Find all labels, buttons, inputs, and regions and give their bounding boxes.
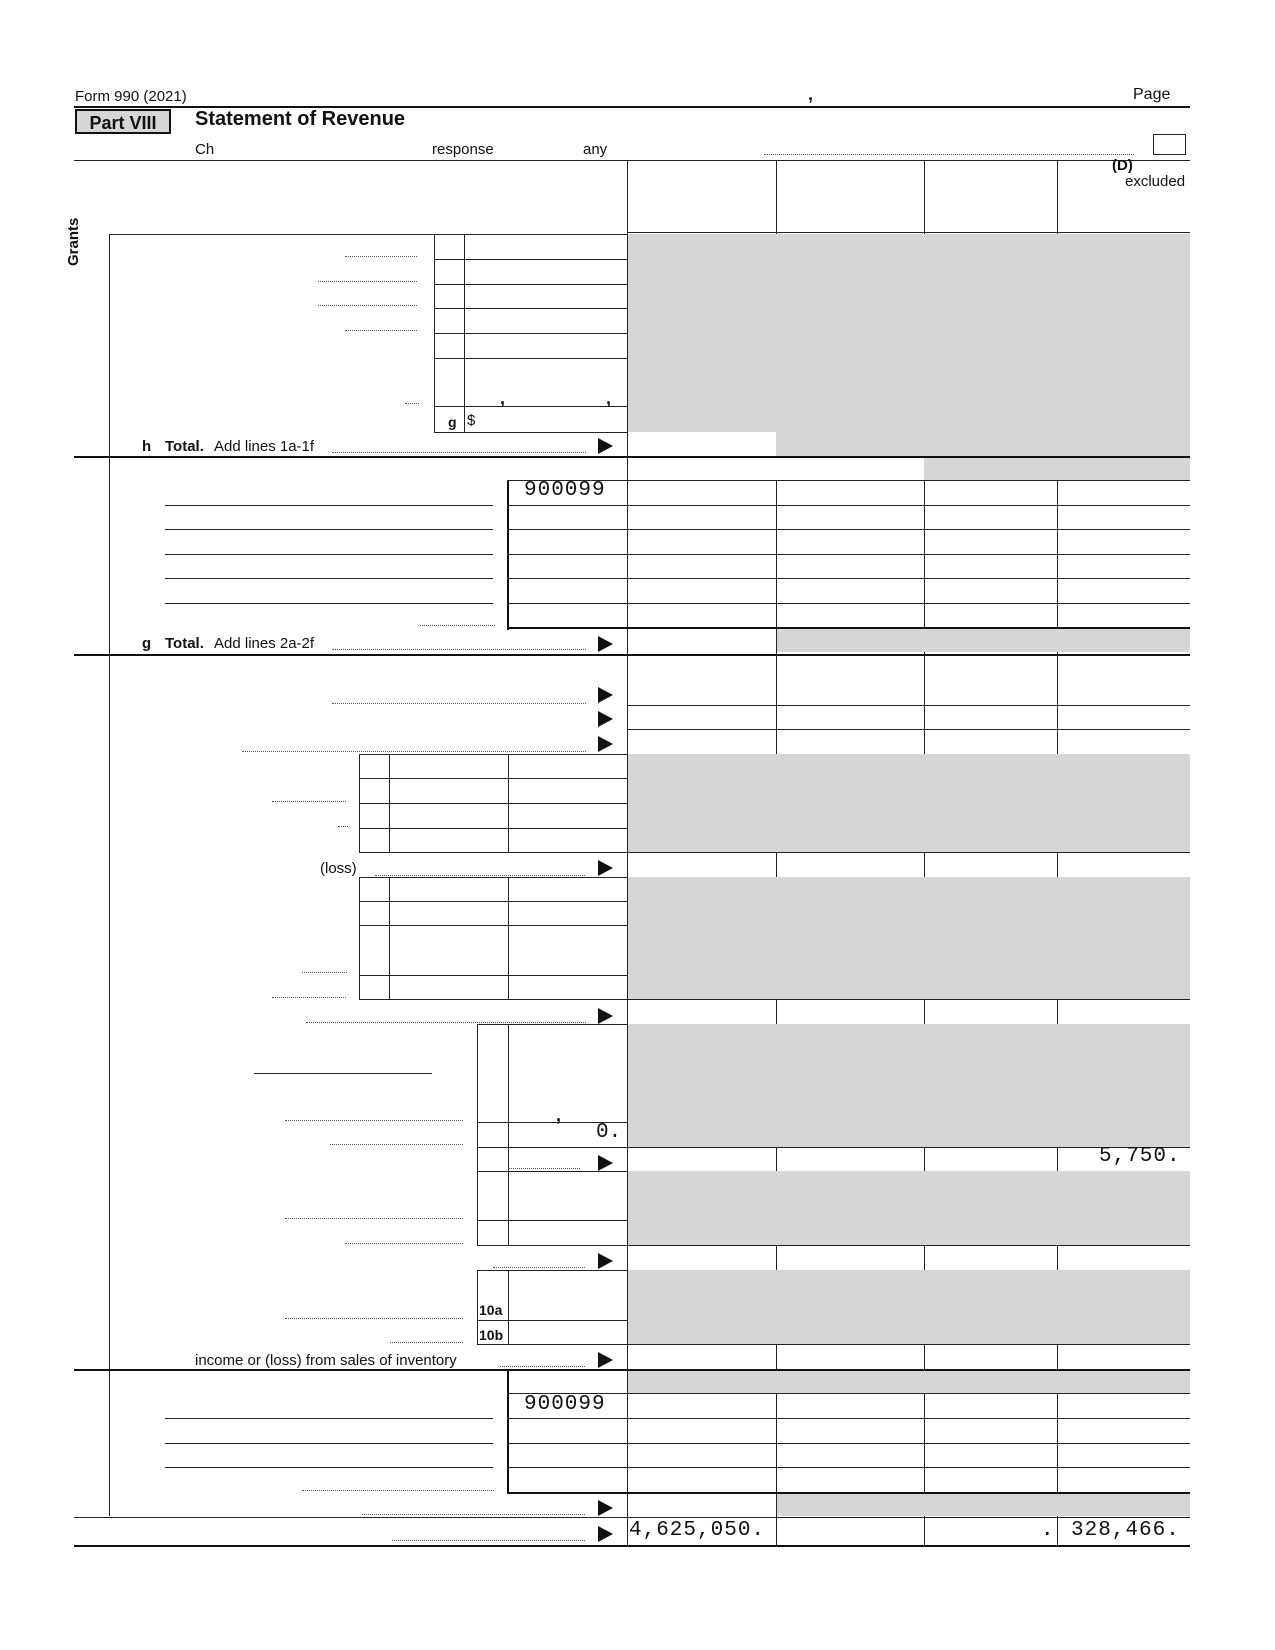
l9b-row xyxy=(477,1245,1190,1246)
l11-code-left xyxy=(507,1371,509,1493)
colhead-bottom xyxy=(627,232,1190,233)
line-10a-label: 10a xyxy=(479,1302,503,1318)
l10-shade xyxy=(628,1270,1190,1344)
total-col-c-mark: . xyxy=(1041,1519,1054,1542)
l11d-leader xyxy=(302,1490,494,1491)
l1c-rule xyxy=(434,308,627,309)
l1b-rule xyxy=(434,284,627,285)
l2b-desc xyxy=(165,529,493,530)
schedule-o-checkbox[interactable] xyxy=(1153,134,1186,155)
section2-total-shade xyxy=(777,629,1190,652)
l6-r1 xyxy=(359,778,627,779)
l2g-arrow-icon xyxy=(598,636,613,652)
section1-top xyxy=(109,234,627,235)
l2a-row xyxy=(507,505,1190,506)
l11a-row xyxy=(507,1418,1190,1419)
l11e-leader xyxy=(362,1514,585,1515)
l6-top xyxy=(359,754,627,755)
l1a-leader xyxy=(345,256,417,257)
l9-box-left xyxy=(477,1171,478,1245)
l9b-leader xyxy=(345,1243,463,1244)
section2-bottom xyxy=(74,654,1190,656)
line-2g-bold: Total. xyxy=(165,635,204,652)
part-title: Statement of Revenue xyxy=(195,108,406,130)
l6d-arrow-icon xyxy=(598,860,613,876)
form-bottom xyxy=(74,1545,1190,1547)
l10-box-left xyxy=(477,1270,478,1344)
l11b-row xyxy=(507,1443,1190,1444)
l8a-leader xyxy=(285,1120,463,1121)
l5-leader xyxy=(242,751,586,752)
section1-sidebar xyxy=(109,234,110,456)
l10b-leader xyxy=(390,1342,463,1343)
l9a-row xyxy=(477,1220,627,1221)
l10c-leader xyxy=(500,1366,585,1367)
l11c-desc xyxy=(165,1467,493,1468)
l6-leader-1 xyxy=(272,801,346,802)
l6-r3 xyxy=(359,828,627,829)
l7-r2 xyxy=(359,925,627,926)
l2e-row xyxy=(507,603,1190,604)
loss-label: (loss) xyxy=(320,860,357,877)
l8c-leader xyxy=(508,1168,580,1169)
l7d-leader xyxy=(306,1022,586,1023)
l7-r4 xyxy=(359,999,1190,1000)
l11b-desc xyxy=(165,1443,493,1444)
l10-box-mid xyxy=(508,1270,509,1344)
l9c-leader xyxy=(493,1267,585,1268)
l1c-leader xyxy=(318,305,417,306)
l4-arrow-icon xyxy=(598,711,613,727)
l12-arrow-icon xyxy=(598,1526,613,1542)
total-col-d: 328,466. xyxy=(1071,1519,1180,1542)
section11-bottom xyxy=(74,1517,1190,1518)
section11-header-shade xyxy=(628,1371,1190,1393)
comma-mark: , xyxy=(808,84,814,104)
l2f-leader xyxy=(420,625,495,626)
l10c-arrow-icon xyxy=(598,1352,613,1368)
l2b-row xyxy=(507,529,1190,530)
l2c-desc xyxy=(165,554,493,555)
l11a-desc xyxy=(165,1418,493,1419)
l9-shade xyxy=(628,1171,1190,1245)
section1-a-blank xyxy=(628,432,776,456)
l7-r1 xyxy=(359,901,627,902)
l6-leader-2 xyxy=(338,826,348,827)
line-9-comma: , xyxy=(556,1105,562,1125)
instruction-response: response xyxy=(432,141,494,158)
l7-leader-1 xyxy=(302,972,347,973)
line-1g-dollar: $ xyxy=(467,412,476,429)
column-d-label: (D) xyxy=(1112,157,1133,174)
l11c-row xyxy=(507,1467,1190,1468)
l4-row xyxy=(627,729,1190,730)
l2e-desc xyxy=(165,603,493,604)
l3-arrow-icon xyxy=(598,687,613,703)
l7-r3 xyxy=(359,975,627,976)
line-10b-label: 10b xyxy=(479,1327,504,1343)
l1d-rule xyxy=(434,333,627,334)
section2-ab-blank xyxy=(628,458,924,480)
l12-leader xyxy=(392,1540,585,1541)
l9c-arrow-icon xyxy=(598,1253,613,1269)
l7-box-mid xyxy=(389,877,390,999)
l9a-leader xyxy=(285,1218,463,1219)
l8c-arrow-icon xyxy=(598,1155,613,1171)
line-1h-text: Add lines 1a-1f xyxy=(214,438,315,455)
line-2g-letter: g xyxy=(142,635,152,652)
l10a-leader xyxy=(285,1318,463,1319)
line-10c-text: income or (loss) from sales of inventory xyxy=(195,1352,457,1369)
instruction-leader xyxy=(764,154,1134,155)
l2-top xyxy=(507,480,1190,481)
l8-box-left xyxy=(477,1024,478,1171)
line-1g-label: g xyxy=(448,414,457,430)
l11-top xyxy=(507,1393,1190,1394)
l7-box-left xyxy=(359,877,360,999)
l2d-row xyxy=(507,578,1190,579)
l7-box-mid2 xyxy=(508,877,509,999)
section3-sidebar xyxy=(109,656,110,1371)
l2d-desc xyxy=(165,578,493,579)
l1h-leader xyxy=(332,452,586,453)
part-badge: Part VIII xyxy=(75,109,171,134)
l6d-leader xyxy=(375,875,585,876)
l1a-rule xyxy=(434,259,627,260)
instruction-ch: Ch xyxy=(195,141,215,158)
l2-code-left xyxy=(507,480,509,630)
l7-shade xyxy=(628,877,1190,999)
l7-leader-2 xyxy=(272,997,346,998)
l6-shade xyxy=(628,754,1190,852)
l1b-leader xyxy=(318,281,417,282)
line-2g-text: Add lines 2a-2f xyxy=(214,635,315,652)
total-col-a: 4,625,050. xyxy=(629,1519,766,1542)
line-9-value: 0. xyxy=(596,1121,622,1144)
l3-row xyxy=(627,705,1190,706)
l1f-leader xyxy=(405,403,419,404)
l8-desc-line xyxy=(254,1073,432,1074)
l2g-leader xyxy=(332,649,586,650)
l6-r2 xyxy=(359,803,627,804)
l6-r4 xyxy=(359,852,1190,853)
l11e-arrow-icon xyxy=(598,1500,613,1516)
instruction-any: any xyxy=(583,141,608,158)
grants-side-label: Grants xyxy=(65,217,82,266)
l7d-arrow-icon xyxy=(598,1008,613,1024)
l5-arrow-icon xyxy=(598,736,613,752)
l2c-row xyxy=(507,554,1190,555)
page-label: Page xyxy=(1133,86,1171,103)
l9-box-mid xyxy=(508,1171,509,1245)
line-1h-bold: Total. xyxy=(165,438,204,455)
instruction-rule xyxy=(74,160,1190,161)
l1e-rule xyxy=(434,358,627,359)
section11-sidebar xyxy=(109,1371,110,1516)
l8b-leader xyxy=(330,1144,463,1145)
line-1h-letter: h xyxy=(142,438,152,455)
l8b-row xyxy=(477,1147,1190,1148)
section11-total-shade xyxy=(777,1494,1190,1516)
line-2-code: 900099 xyxy=(524,479,606,502)
l8-shade xyxy=(628,1024,1190,1147)
line-11-code: 900099 xyxy=(524,1393,606,1416)
l8-box-mid xyxy=(508,1024,509,1171)
l2a-desc xyxy=(165,505,493,506)
l1h-arrow-icon xyxy=(598,438,613,454)
l1d-leader xyxy=(345,330,417,331)
section2-sidebar xyxy=(109,458,110,654)
l10a-row xyxy=(477,1320,627,1321)
l3-leader xyxy=(332,703,586,704)
column-d-sub: excluded xyxy=(1125,173,1186,190)
line-9c-col-d: 5,750. xyxy=(1099,1145,1181,1168)
l1g-rule xyxy=(434,432,627,433)
line-1g-commas: , , xyxy=(500,388,660,408)
section1-shade xyxy=(628,234,1190,456)
l10b-row xyxy=(477,1344,1190,1345)
form-label: Form 990 (2021) xyxy=(75,88,187,105)
